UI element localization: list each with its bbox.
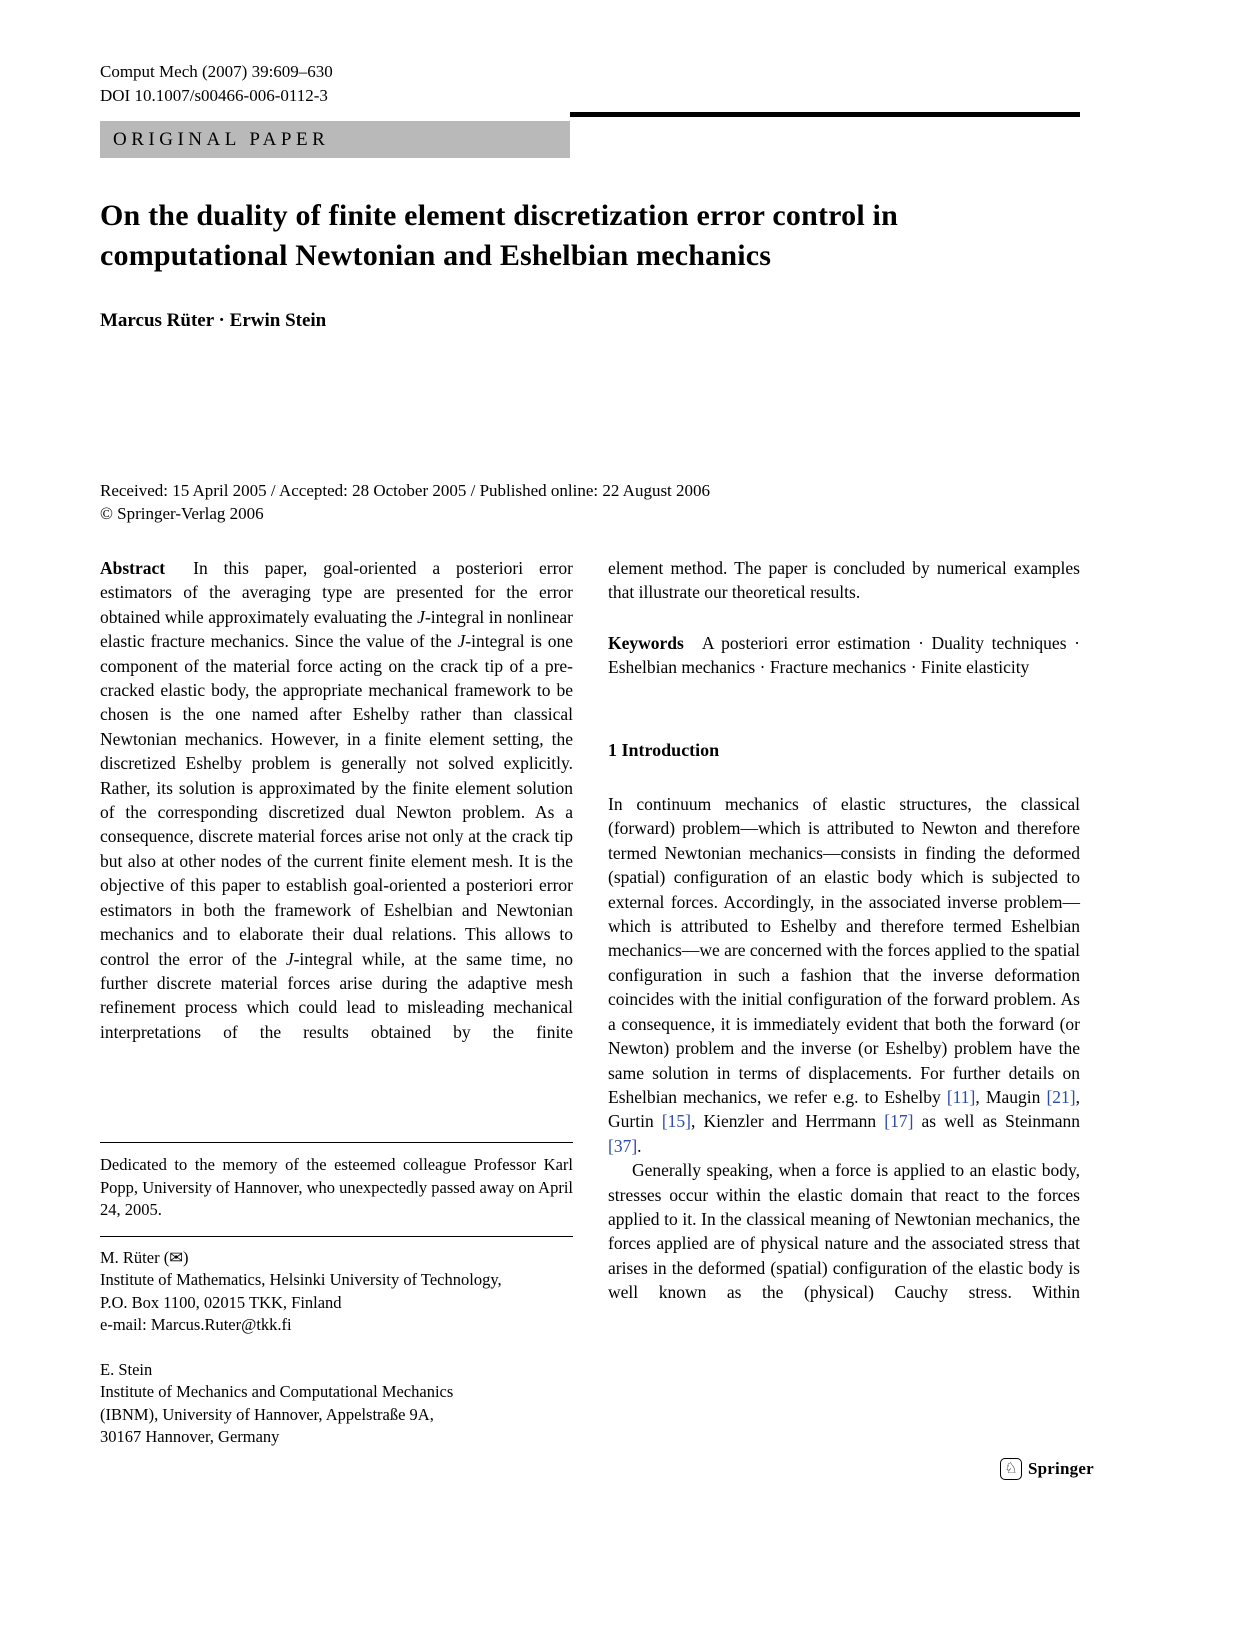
corresponding-author-affiliation-1: Institute of Mathematics, Helsinki University of Technology,: [100, 1270, 502, 1289]
coauthor-block: [100, 1337, 573, 1449]
text-segment: .: [637, 1135, 642, 1156]
citation-link[interactable]: [17]: [884, 1111, 914, 1132]
citation-link[interactable]: [37]: [608, 1135, 638, 1156]
coauthor-affiliation-1: Institute of Mechanics and Computational Mechanics: [100, 1382, 454, 1401]
text-segment: J: [285, 948, 294, 969]
intro-paragraph-2: Generally speaking, when a force is applied to an elastic body, stresses occur within the elastic domain that react to the forces applied to it. In the classical meaning of Newtonian mechanics, the forces applied are of physical nature and the associated stress that arises in the deformed (spatial) configuration of the elastic body is well known as the (physical) Cauchy stress. Within: [608, 1160, 1080, 1303]
section-heading-introduction: 1 Introduction: [608, 739, 720, 760]
author-names: Marcus Rüter · Erwin Stein: [100, 310, 327, 331]
citation-link[interactable]: [15]: [661, 1111, 691, 1132]
keywords-block: [608, 631, 1080, 680]
intro-paragraph-1: [608, 792, 1080, 1158]
left-column: [100, 556, 573, 1044]
text-segment: -integral while, at the same time, no further discrete material forces arise during the adaptive mesh refinement process which could lead to misleading mechanical interpretations of the results obtained by the finite: [100, 948, 573, 1042]
doi-line: DOI 10.1007/s00466-006-0112-3: [100, 86, 328, 105]
abstract-paragraph: [100, 556, 573, 1044]
corresponding-author-email: e-mail: Marcus.Ruter@tkk.fi: [100, 1315, 292, 1334]
text-segment: J: [457, 631, 466, 652]
text-segment: In this paper, goal-oriented a posteriori error estimators of the averaging type are presented for the error obtained while approximately evaluating the: [100, 558, 573, 627]
text-segment: , Maugin: [975, 1086, 1047, 1107]
paper-title: On the duality of finite element discretization error control in computational Newtonian and Eshelbian mechanics: [100, 199, 898, 272]
original-paper-label: ORIGINAL PAPER: [113, 128, 330, 150]
corresponding-author-name: M. Rüter (✉): [100, 1247, 189, 1267]
received-dates: Received: 15 April 2005 / Accepted: 28 October 2005 / Published online: 22 August 2006: [100, 481, 711, 500]
text-segment: as well as Steinmann: [913, 1111, 1080, 1132]
text-segment: -integral in nonlinear elastic fracture mechanics. Since the value of the: [100, 606, 573, 652]
springer-logo: [1000, 1458, 1094, 1480]
copyright-line: © Springer-Verlag 2006: [100, 504, 264, 523]
springer-horse-icon: ♘: [1000, 1458, 1022, 1480]
publisher-name: Springer: [1028, 1459, 1094, 1478]
corresponding-author-affiliation-2: P.O. Box 1100, 02015 TKK, Finland: [100, 1292, 342, 1312]
coauthor-name: E. Stein: [100, 1359, 153, 1379]
keywords-label: Keywords: [608, 632, 684, 653]
citation-link[interactable]: [11]: [946, 1086, 976, 1107]
journal-reference: Comput Mech (2007) 39:609–630: [100, 62, 333, 81]
keywords-text: A posteriori error estimation · Duality techniques · Eshelbian mechanics · Fracture mechanics · Finite elasticity: [608, 632, 1080, 678]
corresponding-author-block: [100, 1237, 573, 1337]
dedication-note: Dedicated to the memory of the esteemed colleague Professor Karl Popp, University of Hannover, who unexpectedly passed away on April 24, 2005.: [100, 1155, 573, 1219]
abstract-continuation: element method. The paper is concluded by numerical examples that illustrate our theoretical results.: [608, 558, 1080, 603]
text-segment: , Kienzler and Herrmann: [690, 1111, 885, 1132]
right-column: [608, 556, 1080, 1305]
citation-link[interactable]: [21]: [1046, 1086, 1076, 1107]
text-segment: J: [417, 606, 425, 627]
text-segment: , Gurtin: [608, 1086, 1080, 1132]
footnote-area: [100, 1142, 573, 1449]
coauthor-affiliation-3: 30167 Hannover, Germany: [100, 1427, 280, 1446]
text-segment: In continuum mechanics of elastic structures, the classical (forward) problem—which is attributed to Newton and therefore termed Newtonian mechanics—consists in finding the deformed (spatial) configuration of an elastic body which is subjected to external forces. Accordingly, in the associated inverse problem—which is attributed to Eshelby and therefore termed Eshelbian mechanics—we are concerned with the forces applied to the spatial configuration in such a fashion that the inverse deformation coincides with the initial configuration of the forward problem. As a consequence, it is immediately evident that both the forward (or Newton) problem and the inverse (or Eshelby) problem have the same solution in terms of displacements. For further details on Eshelbian mechanics, we refer e.g. to Eshelby: [608, 794, 1080, 1107]
header-rule: [570, 112, 1080, 117]
original-paper-banner: [100, 121, 570, 158]
abstract-label: Abstract: [100, 558, 166, 578]
coauthor-affiliation-2: (IBNM), University of Hannover, Appelstraße 9A,: [100, 1404, 434, 1424]
abstract-text: [100, 558, 573, 1042]
text-segment: -integral is one component of the material force acting on the crack tip of a pre-cracked elastic body, the appropriate mechanical framework to be chosen is the one named after Eshelby rather than classical Newtonian mechanics. However, in a finite element setting, the discretized Eshelby problem is generally not solved explicitly. Rather, its solution is approximated by the finite element solution of the corresponding discretized dual Newton problem. As a consequence, discrete material forces arise not only at the crack tip but also at other nodes of the current finite element mesh. It is the objective of this paper to establish goal-oriented a posteriori error estimators in both the framework of Eshelbian and Newtonian mechanics and to elaborate their dual relations. This allows to control the error of the: [100, 631, 574, 969]
